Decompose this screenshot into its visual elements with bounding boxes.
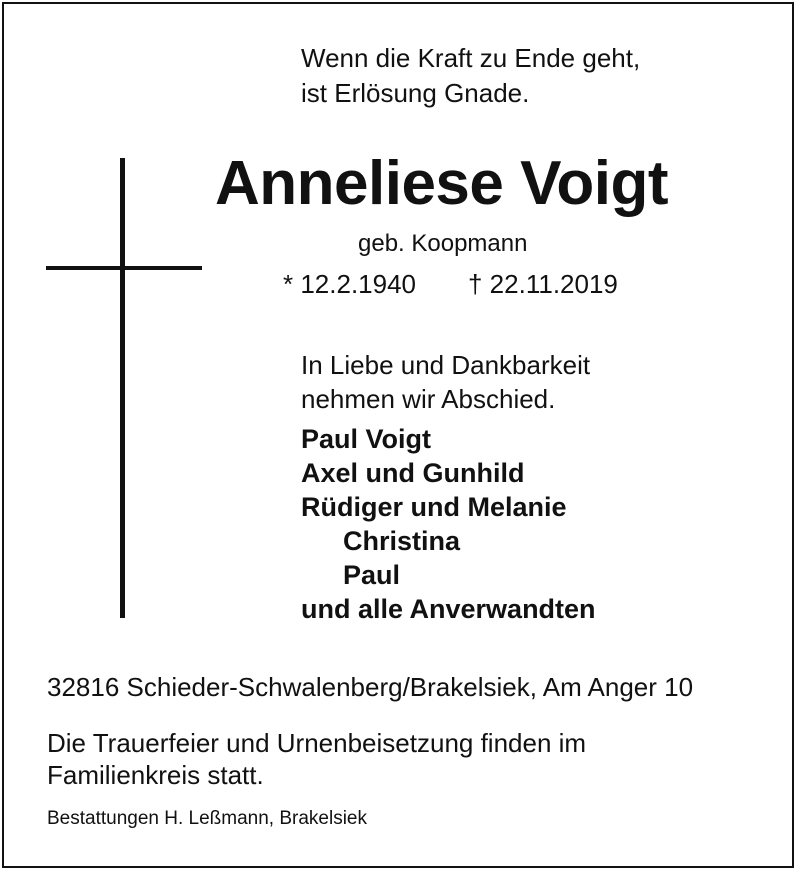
family-address: 32816 Schieder-Schwalenberg/Brakelsiek, Am Anger 10 — [47, 672, 694, 702]
mourner-name: Rüdiger und Melanie — [301, 492, 567, 522]
mourner-name: und alle Anverwandten — [301, 594, 596, 624]
motto-line-1: Wenn die Kraft zu Ende geht, — [301, 43, 641, 73]
deceased-name: Anneliese Voigt — [215, 149, 668, 218]
cross-vertical-bar — [120, 158, 125, 618]
undertaker-credit: Bestattungen H. Leßmann, Brakelsiek — [47, 808, 368, 829]
motto-line-2: ist Erlösung Gnade. — [301, 78, 530, 108]
death-date: † 22.11.2019 — [468, 269, 618, 299]
mourner-name: Axel und Gunhild — [301, 458, 525, 488]
farewell-line-1: In Liebe und Dankbarkeit — [301, 350, 591, 380]
farewell-line-2: nehmen wir Abschied. — [301, 384, 556, 414]
funeral-notice-line-2: Familienkreis statt. — [47, 760, 264, 790]
mourner-name: Paul Voigt — [301, 424, 432, 454]
mourner-name: Christina — [343, 526, 461, 556]
mourner-name: Paul — [343, 560, 401, 590]
birth-date: * 12.2.1940 — [283, 269, 417, 299]
maiden-name: geb. Koopmann — [358, 230, 528, 257]
cross-horizontal-bar — [46, 266, 202, 270]
funeral-notice-line-1: Die Trauerfeier und Urnenbeisetzung finden im — [47, 728, 587, 758]
